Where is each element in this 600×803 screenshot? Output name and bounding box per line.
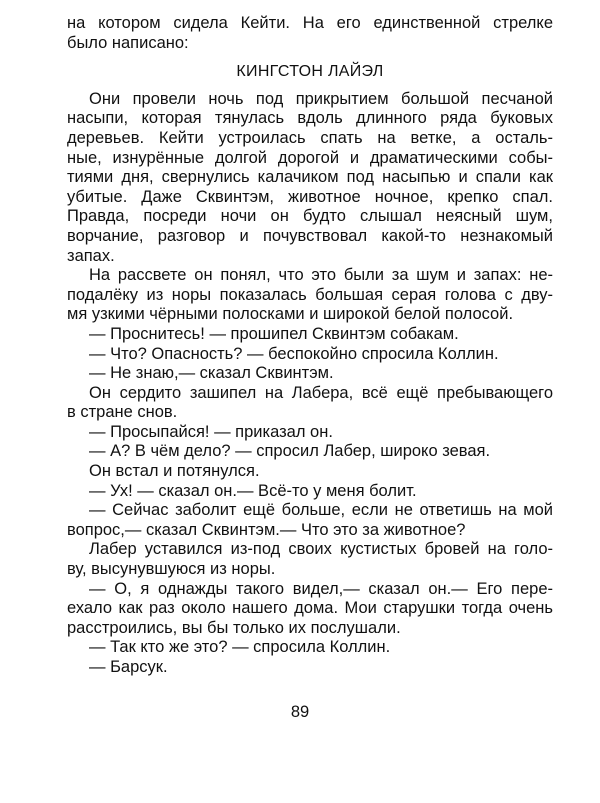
text-line: Он сердито зашипел на Лабера, всё ещё пребывающего (89, 383, 553, 402)
text-line: — Так кто же это? — спросила Коллин. (89, 638, 391, 657)
text-line: подалёку из норы показалась большая серая голова с дву- (67, 285, 553, 304)
paragraph (67, 580, 553, 639)
paragraph (67, 266, 553, 325)
paragraph (67, 638, 553, 658)
text-line: — Сейчас заболит ещё больше, если не ответишь на мой (89, 501, 553, 520)
paragraph (67, 540, 553, 579)
text-line: — О, я однажды такого видел,— сказал он.— Его пере- (89, 579, 553, 598)
text-line: расстроились, вы бы только их послушали. (67, 618, 401, 637)
text-line: — А? В чём дело? — спросил Лабер, широко зевая. (89, 442, 491, 461)
text-line: тиями дня, свернулись калачиком под насыпью и спали как (67, 168, 553, 187)
paragraph (67, 501, 553, 540)
text-line: ву, высунувшуюся из норы. (67, 560, 276, 579)
paragraph (67, 462, 553, 482)
text-line: мя узкими чёрными полосками и широкой белой полосой. (67, 305, 514, 324)
intro-text (67, 14, 553, 53)
paragraph (67, 345, 553, 365)
text-line: — Ух! — сказал он.— Всё-то у меня болит. (89, 481, 417, 500)
text-line: ные, изнурённые долгой дорогой и драматическими собы- (67, 148, 553, 167)
paragraph (67, 658, 553, 678)
paragraph (67, 364, 553, 384)
text-line: деревьев. Кейти устроилась спать на ветке, а осталь- (67, 128, 553, 147)
text-line: — Барсук. (89, 658, 168, 676)
paragraph (67, 442, 553, 462)
paragraph (67, 423, 553, 443)
body-text (67, 90, 553, 678)
text-line: ехало как раз около нашего дома. Мои старушки тогда очень (67, 599, 553, 618)
text-line: в стране снов. (67, 403, 178, 422)
book-page (67, 14, 553, 678)
chapter-heading: КИНГСТОН ЛАЙЭЛ (236, 63, 384, 81)
text-line: насыпи, которая тянулась вдоль длинного ряда буковых (67, 109, 553, 128)
text-line: вопрос,— сказал Сквинтэм.— Что это за животное? (67, 520, 466, 539)
text-line: было написано: (67, 33, 189, 52)
text-line: — Просыпайся! — приказал он. (89, 422, 333, 441)
text-line: — Проснитесь! — прошипел Сквинтэм собакам. (89, 324, 459, 343)
paragraph (67, 482, 553, 502)
text-line: На рассвете он понял, что это были за шум и запах: не- (89, 266, 553, 285)
paragraph (67, 384, 553, 423)
text-line: Они провели ночь под прикрытием большой песчаной (89, 89, 553, 108)
text-line: запах. (67, 246, 115, 265)
text-line: Лабер уставился из-под своих кустистых бровей на голо- (89, 540, 553, 559)
page-number: 89 (290, 703, 310, 721)
text-line: убитые. Даже Сквинтэм, животное ночное, крепко спал. (67, 187, 553, 206)
paragraph (67, 325, 553, 345)
paragraph (67, 90, 553, 266)
text-line: ворчание, разговор и почувствовал какой-то незнакомый (67, 226, 553, 245)
text-line: Правда, посреди ночи он будто слышал неясный шум, (67, 207, 553, 226)
text-line: — Что? Опасность? — беспокойно спросила Коллин. (89, 344, 499, 363)
text-line: на котором сидела Кейти. На его единственной стрелке (67, 14, 553, 32)
text-line: — Не знаю,— сказал Сквинтэм. (89, 364, 334, 383)
text-line: Он встал и потянулся. (89, 462, 260, 481)
